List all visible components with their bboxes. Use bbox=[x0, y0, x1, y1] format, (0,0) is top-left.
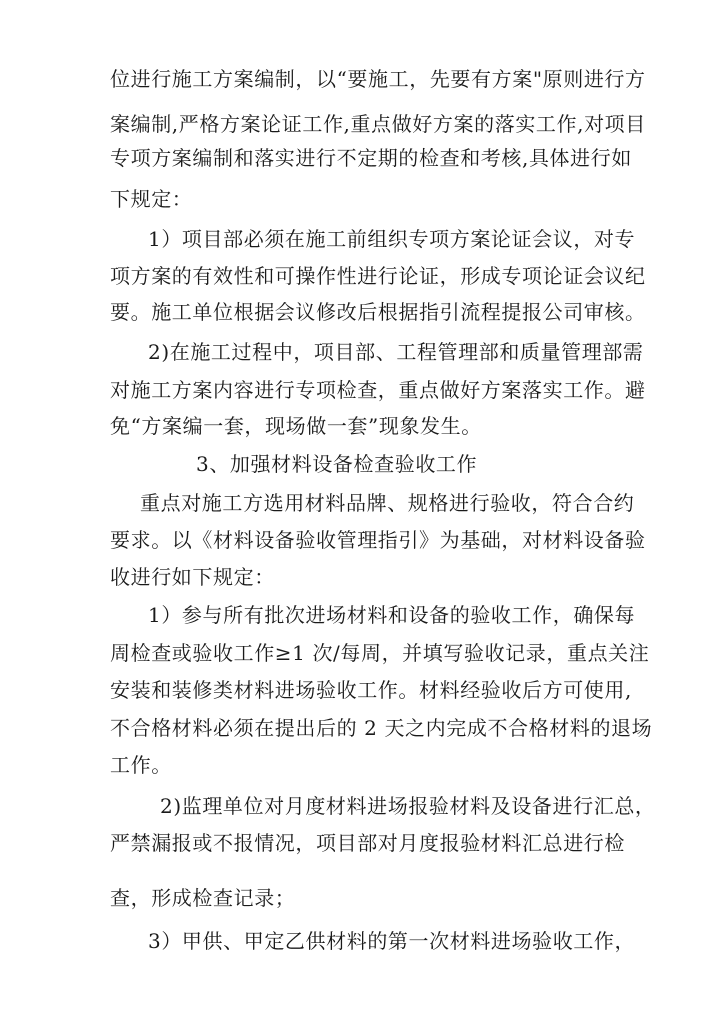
text-line: 安装和装修类材料进场验收工作。材料经验收后方可使用, bbox=[110, 678, 632, 702]
text-line: 严禁漏报或不报情况，项目部对月度报验材料汇总进行检 bbox=[110, 831, 625, 855]
text-line: 1）项目部必须在施工前组织专项方案论证会议，对专 bbox=[148, 227, 636, 251]
text-line: 重点对施工方选用材料品牌、规格进行验收，符合合约 bbox=[140, 491, 635, 515]
text-line: 2)监理单位对月度材料进场报验材料及设备进行汇总， bbox=[160, 794, 656, 818]
text-line: 专项方案编制和落实进行不定期的检查和考核,具体进行如 bbox=[110, 146, 632, 170]
text-line: 收进行如下规定： bbox=[110, 565, 275, 589]
text-line: 查，形成检查记录； bbox=[110, 886, 296, 910]
text-line: 1）参与所有批次进场材料和设备的验收工作，确保每 bbox=[148, 603, 636, 627]
text-line: 要求。以《材料设备验收管理指引》为基础，对材料设备验 bbox=[110, 528, 646, 552]
section-heading: 3、加强材料设备检查验收工作 bbox=[196, 452, 478, 476]
text-line: 不合格材料必须在提出后的 2 天之内完成不合格材料的退场 bbox=[110, 716, 653, 740]
text-line: 3）甲供、甲定乙供材料的第一次材料进场验收工作， bbox=[148, 929, 636, 953]
text-line: 2)在施工过程中，项目部、工程管理部和质量管理部需 bbox=[148, 340, 644, 364]
text-line: 要。施工单位根据会议修改后根据指引流程提报公司审核。 bbox=[110, 300, 646, 324]
text-line: 免“方案编一套，现场做一套”现象发生。 bbox=[110, 414, 482, 438]
text-line: 下规定： bbox=[110, 187, 193, 211]
text-line: 周检查或验收工作≥1 次/每周，并填写验收记录，重点关注 bbox=[110, 641, 650, 665]
text-line: 工作。 bbox=[110, 753, 172, 777]
text-line: 项方案的有效性和可操作性进行论证，形成专项论证会议纪 bbox=[110, 264, 646, 288]
text-line: 对施工方案内容进行专项检查，重点做好方案落实工作。避 bbox=[110, 378, 646, 402]
text-line: 案编制,严格方案论证工作,重点做好方案的落实工作,对项目 bbox=[110, 112, 646, 136]
text-line: 位进行施工方案编制，以“要施工，先要有方案"原则进行方 bbox=[110, 67, 646, 91]
